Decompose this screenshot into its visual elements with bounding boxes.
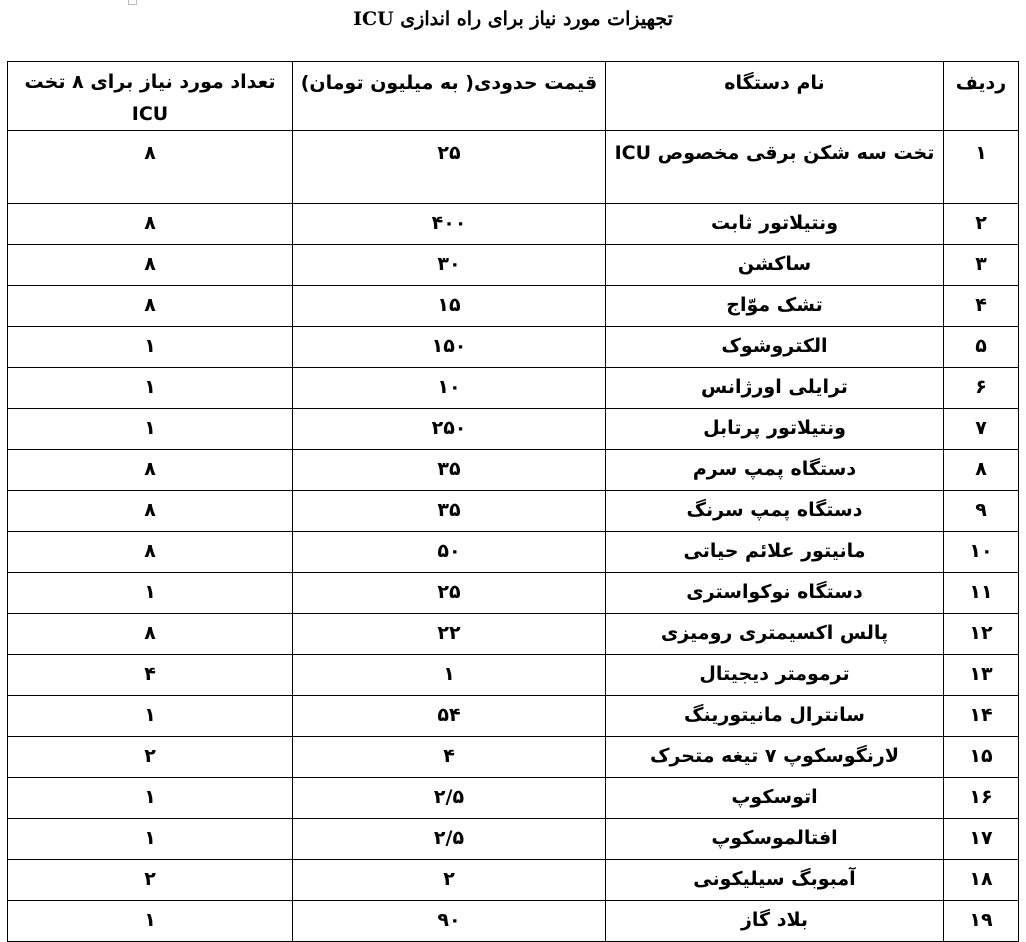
cell-index: ۱۹ xyxy=(944,901,1019,942)
table-row xyxy=(8,450,1019,491)
cell-price: ۴ xyxy=(293,737,606,778)
cell-index: ۱۸ xyxy=(944,860,1019,901)
cell-device-name: آمبوبگ سیلیکونی xyxy=(606,860,944,901)
cell-price: ۹۰ xyxy=(293,901,606,942)
cell-quantity: ۸ xyxy=(8,204,293,245)
cell-index: ۱۴ xyxy=(944,696,1019,737)
cell-quantity: ۸ xyxy=(8,491,293,532)
cell-device-name: بلاد گاز xyxy=(606,901,944,942)
cell-index: ۹ xyxy=(944,491,1019,532)
cell-price: ۵۴ xyxy=(293,696,606,737)
table-row xyxy=(8,614,1019,655)
cell-index: ۱۰ xyxy=(944,532,1019,573)
cell-quantity: ۱ xyxy=(8,573,293,614)
cell-device-name: ترایلی اورژانس xyxy=(606,368,944,409)
cell-quantity: ۱ xyxy=(8,409,293,450)
cell-device-name: لارنگوسکوپ ۷ تیغه متحرک xyxy=(606,737,944,778)
cell-price: ۲۵ xyxy=(293,131,606,204)
cell-quantity: ۱ xyxy=(8,819,293,860)
header-index: ردیف xyxy=(944,62,1019,131)
cell-device-name: اتوسکوپ xyxy=(606,778,944,819)
cell-price: ۱۵۰ xyxy=(293,327,606,368)
cell-index: ۳ xyxy=(944,245,1019,286)
cell-price: ۲۲ xyxy=(293,614,606,655)
table-row xyxy=(8,901,1019,942)
cell-index: ۱ xyxy=(944,131,1019,204)
table-row xyxy=(8,491,1019,532)
cell-price: ۱ xyxy=(293,655,606,696)
cell-quantity: ۱ xyxy=(8,901,293,942)
equipment-table xyxy=(7,61,1019,942)
cell-index: ۴ xyxy=(944,286,1019,327)
table-header-row xyxy=(8,62,1019,131)
cell-quantity: ۸ xyxy=(8,131,293,204)
cell-quantity: ۱ xyxy=(8,696,293,737)
header-quantity: تعداد مورد نیاز برای ۸ تخت ICU xyxy=(8,62,293,131)
cell-device-name: دستگاه پمپ سرنگ xyxy=(606,491,944,532)
cell-device-name: تخت سه شکن برقی مخصوص ICU xyxy=(606,131,944,204)
cell-index: ۱۱ xyxy=(944,573,1019,614)
cell-quantity: ۸ xyxy=(8,245,293,286)
table-row xyxy=(8,368,1019,409)
cell-quantity: ۱ xyxy=(8,368,293,409)
cell-quantity: ۸ xyxy=(8,286,293,327)
cell-device-name: تشک موّاج xyxy=(606,286,944,327)
cell-price: ۳۵ xyxy=(293,491,606,532)
cell-device-name: پالس اکسیمتری رومیزی xyxy=(606,614,944,655)
cell-device-name: مانیتور علائم حیاتی xyxy=(606,532,944,573)
table-row xyxy=(8,778,1019,819)
cell-index: ۸ xyxy=(944,450,1019,491)
table-row xyxy=(8,286,1019,327)
cell-device-name: ونتیلاتور پرتابل xyxy=(606,409,944,450)
cell-quantity: ۲ xyxy=(8,860,293,901)
table-row xyxy=(8,819,1019,860)
table-row xyxy=(8,409,1019,450)
cell-device-name: سانترال مانیتورینگ xyxy=(606,696,944,737)
cell-price: ۲ xyxy=(293,860,606,901)
table-row xyxy=(8,737,1019,778)
table-row xyxy=(8,573,1019,614)
cell-price: ۳۰ xyxy=(293,245,606,286)
cell-index: ۱۵ xyxy=(944,737,1019,778)
cell-quantity: ۴ xyxy=(8,655,293,696)
cell-index: ۱۳ xyxy=(944,655,1019,696)
cell-index: ۱۶ xyxy=(944,778,1019,819)
cell-price: ۱۵ xyxy=(293,286,606,327)
cell-quantity: ۸ xyxy=(8,532,293,573)
cell-quantity: ۸ xyxy=(8,450,293,491)
cell-device-name: ترمومتر دیجیتال xyxy=(606,655,944,696)
cell-price: ۴۰۰ xyxy=(293,204,606,245)
header-device-name: نام دستگاه xyxy=(606,62,944,131)
cell-price: ۵۰ xyxy=(293,532,606,573)
table-row xyxy=(8,655,1019,696)
header-price: قیمت حدودی( به میلیون تومان) xyxy=(293,62,606,131)
table-row xyxy=(8,696,1019,737)
cell-device-name: افتالموسکوپ xyxy=(606,819,944,860)
table-row xyxy=(8,204,1019,245)
cell-price: ۲۵۰ xyxy=(293,409,606,450)
cell-device-name: ونتیلاتور ثابت xyxy=(606,204,944,245)
cell-device-name: ساکشن xyxy=(606,245,944,286)
table-row xyxy=(8,860,1019,901)
cell-price: ۱۰ xyxy=(293,368,606,409)
cell-index: ۵ xyxy=(944,327,1019,368)
document-title: تجهیزات مورد نیاز برای راه اندازی ICU xyxy=(353,8,673,30)
cell-device-name: دستگاه نوکواستری xyxy=(606,573,944,614)
table-row xyxy=(8,532,1019,573)
table-row xyxy=(8,131,1019,204)
cell-index: ۲ xyxy=(944,204,1019,245)
cell-quantity: ۱ xyxy=(8,778,293,819)
cell-index: ۶ xyxy=(944,368,1019,409)
cell-price: ۳۵ xyxy=(293,450,606,491)
cell-price: ۲/۵ xyxy=(293,778,606,819)
cell-device-name: الکتروشوک xyxy=(606,327,944,368)
cell-index: ۱۲ xyxy=(944,614,1019,655)
table-row xyxy=(8,245,1019,286)
cell-device-name: دستگاه پمپ سرم xyxy=(606,450,944,491)
table-row xyxy=(8,327,1019,368)
cell-price: ۲۵ xyxy=(293,573,606,614)
cell-index: ۱۷ xyxy=(944,819,1019,860)
cell-quantity: ۲ xyxy=(8,737,293,778)
cell-index: ۷ xyxy=(944,409,1019,450)
cell-quantity: ۱ xyxy=(8,327,293,368)
cell-price: ۲/۵ xyxy=(293,819,606,860)
cell-quantity: ۸ xyxy=(8,614,293,655)
